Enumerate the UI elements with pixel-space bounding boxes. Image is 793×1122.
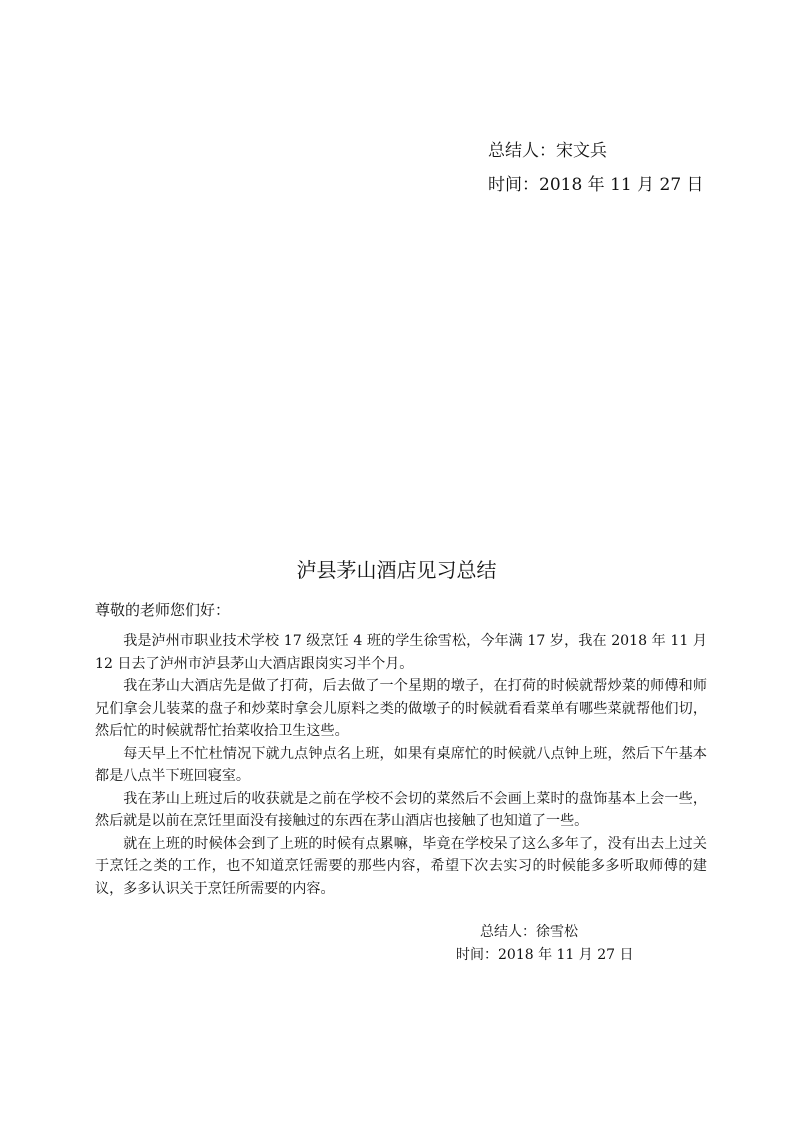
document-title: 泸县茅山酒店见习总结 [296,558,497,582]
top-signature-block [488,134,748,202]
paragraph: 每天早上不忙杜情况下就九点钟点名上班，如果有桌席忙的时候就八点钟上班，然后下午基本都是八点半下班回寝室。 [95,745,707,784]
bottom-signature-date: 时间：2018 年 11 月 27 日 [456,947,634,963]
top-signature-author: 总结人：宋文兵 [488,141,607,161]
salutation: 尊敬的老师您们好： [95,601,231,619]
top-signature-date: 时间：2018 年 11 月 27 日 [488,175,704,195]
paragraph: 就在上班的时候体会到了上班的时候有点累嘛，毕竟在学校呆了这么多年了，没有出去上过关于烹饪之类的工作，也不知道烹饪需要的那些内容，希望下次去实习的时候能多多听取师傅的建议，多多认识关于烹饪所需要的内容。 [95,835,707,897]
bottom-signature-author: 总结人：徐雪松 [480,924,578,940]
document-body [95,630,707,900]
bottom-signature-block [456,921,716,967]
paragraph: 我在茅山上班过后的收获就是之前在学校不会切的菜然后不会画上菜时的盘饰基本上会一些，然后就是以前在烹饪里面没有接触过的东西在茅山酒店也接触了也知道了一些。 [95,790,707,829]
paragraph: 我在茅山大酒店先是做了打荷，后去做了一个星期的墩子，在打荷的时候就帮炒菜的师傅和师兄们拿会儿装菜的盘子和炒菜时拿会儿原料之类的做墩子的时候就看看菜单有哪些菜就帮他们切，然后忙的时候就帮忙抬菜收拾卫生这些。 [95,678,707,739]
paragraph: 我是泸州市职业技术学校 17 级烹饪 4 班的学生徐雪松，今年满 17 岁，我在 2018 年 11 月 12 日去了泸州市泸县茅山大酒店跟岗实习半个月。 [95,633,707,672]
